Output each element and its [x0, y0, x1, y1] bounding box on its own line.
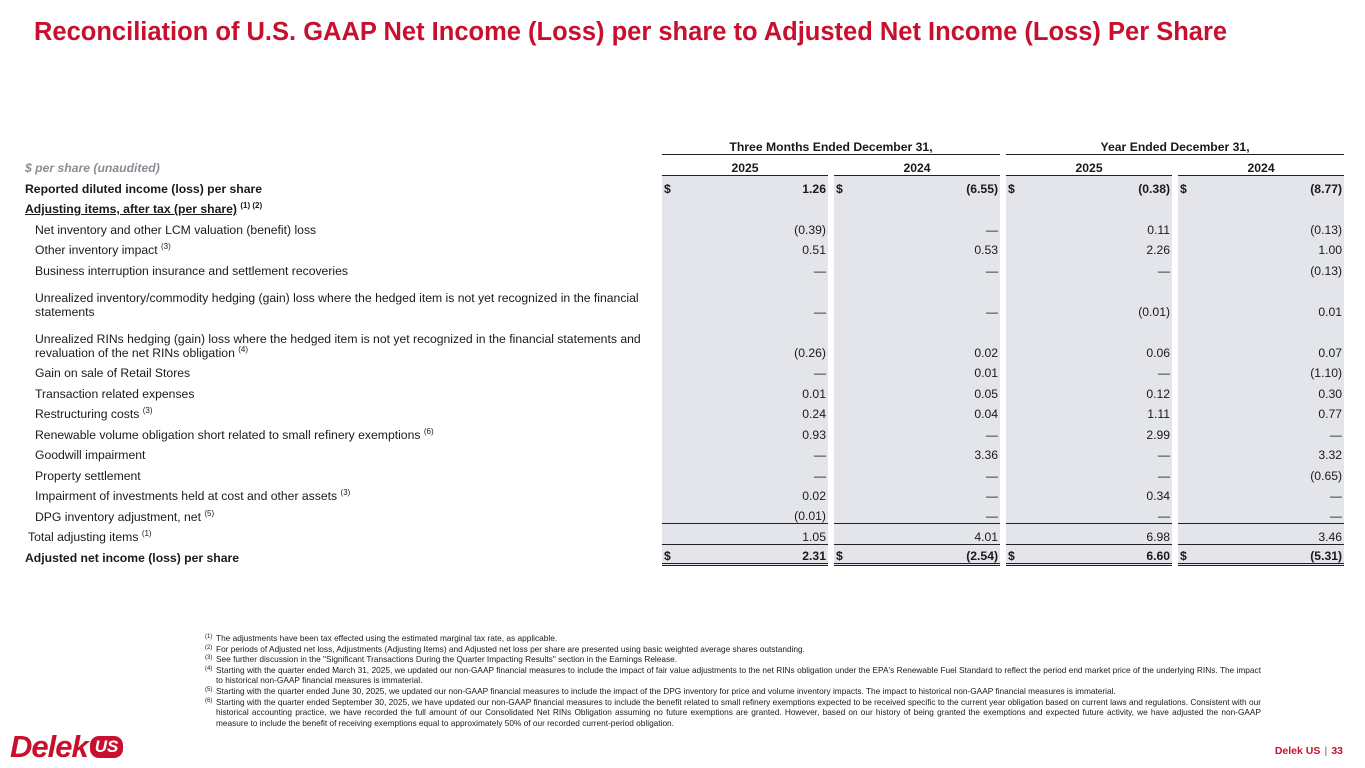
- adjusting-item-row: [22, 442, 1344, 463]
- footnote-ref: (3): [161, 242, 171, 251]
- currency-cell: [662, 524, 678, 545]
- currency-cell: [1178, 401, 1194, 422]
- adjusting-item-label: [22, 360, 662, 381]
- footnote-text: Starting with the quarter ended March 31, 2025, we updated our non-GAAP financial measures to include the impact of fair value adjustments to the net RINs obligation under the EPA's Renewable Fuel Standard to reflect the period end market price of the underlying RINs. The impact to historical non-GAAP financial measures is immaterial.: [216, 664, 1261, 686]
- currency-cell: [834, 524, 850, 545]
- value-cell: (0.13): [1194, 216, 1344, 237]
- footer-company: Delek US: [1274, 745, 1321, 757]
- value-cell: 4.01: [850, 524, 1000, 545]
- empty-cell: [834, 196, 850, 217]
- currency-cell: [1178, 360, 1194, 381]
- currency-cell: [1006, 462, 1022, 483]
- value-cell: (2.54): [850, 544, 1000, 565]
- currency-cell: [1178, 216, 1194, 237]
- empty-cell: [1178, 196, 1194, 217]
- value-cell: 2.99: [1022, 421, 1172, 442]
- currency-cell: [662, 216, 678, 237]
- header-row-years: [22, 155, 1344, 176]
- value-cell: 6.60: [1022, 544, 1172, 565]
- page-number: 33: [1331, 745, 1343, 757]
- value-cell: —: [850, 216, 1000, 237]
- value-cell: 0.11: [1022, 216, 1172, 237]
- value-cell: —: [850, 421, 1000, 442]
- footnotes: [205, 633, 1261, 728]
- footer-separator: |: [1324, 745, 1328, 757]
- currency-cell: [1178, 278, 1194, 319]
- footnote-ref: (6): [423, 426, 434, 436]
- adjusting-item-label: [22, 237, 662, 258]
- value-cell: (1.10): [1194, 360, 1344, 381]
- footnote-ref: (1) (2): [240, 201, 263, 210]
- adjusting-item-row: [22, 462, 1344, 483]
- currency-cell: [834, 380, 850, 401]
- value-cell: —: [678, 360, 828, 381]
- currency-cell: [834, 360, 850, 381]
- value-cell: 0.34: [1022, 483, 1172, 504]
- adjusting-item-label: [22, 278, 662, 319]
- value-cell: 0.01: [850, 360, 1000, 381]
- value-cell: (8.77): [1194, 175, 1344, 196]
- currency-cell: [1006, 360, 1022, 381]
- currency-cell: [662, 319, 678, 360]
- adjusting-item-row: [22, 421, 1344, 442]
- footnote: [205, 633, 1261, 644]
- currency-cell: [1006, 524, 1022, 545]
- empty-cell: [662, 196, 678, 217]
- currency-cell: [662, 442, 678, 463]
- currency-cell: [1006, 401, 1022, 422]
- currency-cell: [1178, 421, 1194, 442]
- currency-cell: [662, 360, 678, 381]
- delek-us-logo: [10, 729, 123, 764]
- currency-cell: [1178, 319, 1194, 360]
- currency-cell: [1006, 483, 1022, 504]
- currency-cell: $: [834, 544, 850, 565]
- value-cell: (0.38): [1022, 175, 1172, 196]
- value-cell: —: [678, 462, 828, 483]
- empty-cell: [678, 196, 828, 217]
- currency-cell: $: [1178, 175, 1194, 196]
- value-cell: —: [1022, 360, 1172, 381]
- value-cell: (6.55): [850, 175, 1000, 196]
- adjusting-item-label: [22, 503, 662, 524]
- adjusting-item-label: [22, 257, 662, 278]
- currency-cell: $: [834, 175, 850, 196]
- adjusting-item-label: [22, 319, 662, 360]
- value-cell: —: [678, 278, 828, 319]
- value-cell: (0.01): [1022, 278, 1172, 319]
- adjusting-item-row: [22, 360, 1344, 381]
- value-cell: —: [850, 278, 1000, 319]
- reported-row: [22, 175, 1344, 196]
- currency-cell: [1006, 503, 1022, 524]
- adjusting-item-label-text: Unrealized RINs hedging (gain) loss where the hedged item is not yet recognized in the financial statements and revaluation of the net RINs obligation: [35, 331, 641, 360]
- footnote-text: For periods of Adjusted net loss, Adjustments (Adjusting Items) and Adjusted net loss per share are presented using basic weighted average shares outstanding.: [216, 643, 805, 654]
- logo-badge: US: [90, 736, 124, 758]
- currency-cell: $: [662, 175, 678, 196]
- header-spacer: [22, 134, 662, 155]
- currency-cell: [1178, 237, 1194, 258]
- reported-label: [22, 175, 662, 196]
- value-cell: —: [1194, 483, 1344, 504]
- value-cell: (0.65): [1194, 462, 1344, 483]
- year-header: 2024: [834, 155, 1000, 176]
- adjusting-item-label-text: Net inventory and other LCM valuation (benefit) loss: [35, 222, 317, 237]
- adjusting-item-row: [22, 278, 1344, 319]
- total-row: [22, 524, 1344, 545]
- adjusting-item-label-text: Goodwill impairment: [35, 448, 146, 462]
- footnote: [205, 697, 1261, 729]
- currency-cell: [1006, 442, 1022, 463]
- adjusted-label: [22, 544, 662, 565]
- currency-cell: [662, 421, 678, 442]
- value-cell: 0.24: [678, 401, 828, 422]
- adjusting-item-label: [22, 401, 662, 422]
- currency-cell: $: [1178, 544, 1194, 565]
- currency-cell: [1178, 462, 1194, 483]
- footnote-ref: (5): [204, 508, 215, 518]
- currency-cell: [834, 462, 850, 483]
- value-cell: 2.26: [1022, 237, 1172, 258]
- footnote-text: See further discussion in the "Significant Transactions During the Quarter Impacting Results" section in the Earnings Release.: [216, 654, 678, 665]
- currency-cell: [834, 237, 850, 258]
- value-cell: 0.12: [1022, 380, 1172, 401]
- currency-cell: [1006, 380, 1022, 401]
- footnote-mark: (3): [205, 655, 213, 662]
- page-title: Reconciliation of U.S. GAAP Net Income (Loss) per share to Adjusted Net Income (Loss) Per Share: [34, 18, 1228, 46]
- value-cell: (0.39): [678, 216, 828, 237]
- value-cell: (5.31): [1194, 544, 1344, 565]
- adjusted-label-text: Adjusted net income (loss) per share: [25, 550, 240, 565]
- currency-cell: [662, 462, 678, 483]
- adjusting-item-label-text: Renewable volume obligation short related to small refinery exemptions: [35, 427, 421, 442]
- currency-cell: [662, 401, 678, 422]
- value-cell: 0.93: [678, 421, 828, 442]
- footnote: [205, 665, 1261, 686]
- currency-cell: [1178, 503, 1194, 524]
- value-cell: 0.04: [850, 401, 1000, 422]
- empty-cell: [1006, 196, 1022, 217]
- currency-cell: [1178, 257, 1194, 278]
- value-cell: (0.01): [678, 503, 828, 524]
- group-header-year: Year Ended December 31,: [1006, 134, 1344, 155]
- adjusting-item-row: [22, 483, 1344, 504]
- value-cell: —: [678, 257, 828, 278]
- currency-cell: [662, 503, 678, 524]
- value-cell: —: [850, 483, 1000, 504]
- currency-cell: [1006, 421, 1022, 442]
- footnote: [205, 644, 1261, 655]
- value-cell: 3.32: [1194, 442, 1344, 463]
- value-cell: 0.07: [1194, 319, 1344, 360]
- value-cell: —: [1022, 442, 1172, 463]
- currency-cell: [834, 421, 850, 442]
- currency-cell: $: [662, 544, 678, 565]
- value-cell: 0.77: [1194, 401, 1344, 422]
- currency-cell: [834, 442, 850, 463]
- value-cell: —: [850, 503, 1000, 524]
- value-cell: —: [1022, 462, 1172, 483]
- value-cell: (0.13): [1194, 257, 1344, 278]
- footnote-mark: (5): [205, 686, 213, 693]
- footnote-text: The adjustments have been tax effected using the estimated marginal tax rate, as applicable.: [216, 633, 558, 643]
- adjusting-item-row: [22, 237, 1344, 258]
- value-cell: 0.01: [678, 380, 828, 401]
- year-header: 2025: [1006, 155, 1172, 176]
- currency-cell: [1178, 442, 1194, 463]
- footnote-ref: (1): [141, 529, 152, 538]
- adjusting-item-label-text: Gain on sale of Retail Stores: [35, 366, 191, 380]
- header-row-groups: [22, 134, 1344, 155]
- adjusting-item-row: [22, 380, 1344, 401]
- footnote-mark: (6): [205, 697, 213, 704]
- footnote-ref: (3): [142, 406, 153, 415]
- adjusting-header-label: [22, 196, 662, 217]
- adjusting-item-label: [22, 442, 662, 463]
- currency-cell: [662, 257, 678, 278]
- page-footer: [1275, 745, 1343, 757]
- adjusting-item-label: [22, 380, 662, 401]
- currency-cell: [834, 319, 850, 360]
- footnote-mark: (1): [205, 634, 213, 640]
- value-cell: 1.00: [1194, 237, 1344, 258]
- empty-cell: [1194, 196, 1344, 217]
- adjusting-item-row: [22, 503, 1344, 524]
- footnote: [205, 654, 1261, 665]
- adjusting-item-label: [22, 421, 662, 442]
- value-cell: 0.02: [678, 483, 828, 504]
- value-cell: 0.30: [1194, 380, 1344, 401]
- value-cell: —: [1022, 503, 1172, 524]
- adjusting-header-label-text: Adjusting items, after tax (per share): [25, 202, 237, 216]
- adjusting-item-row: [22, 319, 1344, 360]
- currency-cell: [1178, 483, 1194, 504]
- adjusting-item-row: [22, 216, 1344, 237]
- year-header: 2025: [662, 155, 828, 176]
- value-cell: 0.06: [1022, 319, 1172, 360]
- currency-cell: [662, 278, 678, 319]
- adjusting-item-label: [22, 462, 662, 483]
- total-label: [22, 524, 662, 545]
- currency-cell: [662, 483, 678, 504]
- adjusting-item-label-text: Transaction related expenses: [35, 386, 195, 401]
- adjusting-item-label-text: Business interruption insurance and settlement recoveries: [35, 263, 348, 278]
- empty-cell: [850, 196, 1000, 217]
- value-cell: 0.02: [850, 319, 1000, 360]
- group-header-three-months: Three Months Ended December 31,: [662, 134, 1000, 155]
- currency-cell: [662, 380, 678, 401]
- currency-cell: $: [1006, 544, 1022, 565]
- currency-cell: [834, 278, 850, 319]
- total-label-text: Total adjusting items: [28, 530, 139, 544]
- footnote-mark: (4): [205, 665, 213, 672]
- adjusting-item-label-text: Impairment of investments held at cost and other assets: [35, 489, 338, 503]
- currency-cell: [1178, 524, 1194, 545]
- value-cell: —: [678, 442, 828, 463]
- footnote-ref: (3): [340, 488, 351, 497]
- empty-cell: [1022, 196, 1172, 217]
- currency-cell: [1006, 257, 1022, 278]
- adjusting-item-label-text: DPG inventory adjustment, net: [35, 509, 201, 524]
- value-cell: —: [1194, 503, 1344, 524]
- value-cell: —: [1022, 257, 1172, 278]
- value-cell: 0.51: [678, 237, 828, 258]
- adjusting-item-label-text: Other inventory impact: [35, 243, 158, 257]
- adjusting-item-label: [22, 483, 662, 504]
- adjusting-item-row: [22, 257, 1344, 278]
- currency-cell: [662, 237, 678, 258]
- currency-cell: [1006, 278, 1022, 319]
- value-cell: 3.46: [1194, 524, 1344, 545]
- value-cell: 0.05: [850, 380, 1000, 401]
- adjusting-item-label: [22, 216, 662, 237]
- currency-cell: [834, 483, 850, 504]
- value-cell: 1.05: [678, 524, 828, 545]
- value-cell: 2.31: [678, 544, 828, 565]
- year-header: 2024: [1178, 155, 1344, 176]
- value-cell: 0.53: [850, 237, 1000, 258]
- adjusting-item-label-text: Unrealized inventory/commodity hedging (gain) loss where the hedged item is not yet recognized in the financial statements: [35, 290, 639, 319]
- value-cell: 1.11: [1022, 401, 1172, 422]
- footnote: [205, 686, 1261, 697]
- value-cell: —: [1194, 421, 1344, 442]
- currency-cell: [834, 216, 850, 237]
- value-cell: —: [850, 257, 1000, 278]
- reconciliation-table: [22, 134, 1344, 566]
- currency-cell: [834, 257, 850, 278]
- value-cell: 0.01: [1194, 278, 1344, 319]
- footnote-text: Starting with the quarter ended September 30, 2025, we have updated our non-GAAP financial measures to include the benefit related to small refinery exemptions expected to be received specific to the current year obligation based on current laws and regulations. Consistent with our historical accounting practice, we have recorded the full amount of our Consolidated Net RINs Obligation assuming no future exemptions are granted. However, based on our history of being granted the exemptions and expected future activity, we have adjusted the non-GAAP measure to include the benefit of receiving exemptions equal to approximately 50% of our recorded current-period obligation.: [216, 696, 1261, 728]
- currency-cell: [834, 503, 850, 524]
- currency-cell: [1178, 380, 1194, 401]
- value-cell: 6.98: [1022, 524, 1172, 545]
- currency-cell: $: [1006, 175, 1022, 196]
- currency-cell: [834, 401, 850, 422]
- footnote-text: Starting with the quarter ended June 30, 2025, we updated our non-GAAP financial measures to include the impact of the DPG inventory for price and volume inventory impacts. The impact to historical non-GAAP financial measures is immaterial.: [216, 685, 1116, 696]
- footnote-ref: (4): [238, 344, 249, 354]
- currency-cell: [1006, 319, 1022, 360]
- value-cell: 1.26: [678, 175, 828, 196]
- footnote-mark: (2): [205, 644, 213, 651]
- value-cell: 3.36: [850, 442, 1000, 463]
- logo-wordmark: Delek: [10, 729, 88, 764]
- adjusting-item-row: [22, 401, 1344, 422]
- adjusting-header-row: [22, 196, 1344, 217]
- value-cell: (0.26): [678, 319, 828, 360]
- value-cell: —: [850, 462, 1000, 483]
- adjusted-row: [22, 544, 1344, 565]
- units-label: $ per share (unaudited): [25, 161, 160, 175]
- currency-cell: [1006, 237, 1022, 258]
- currency-cell: [1006, 216, 1022, 237]
- adjusting-item-label-text: Property settlement: [35, 468, 141, 483]
- adjusting-item-label-text: Restructuring costs: [35, 407, 140, 421]
- reported-label-text: Reported diluted income (loss) per share: [25, 181, 263, 196]
